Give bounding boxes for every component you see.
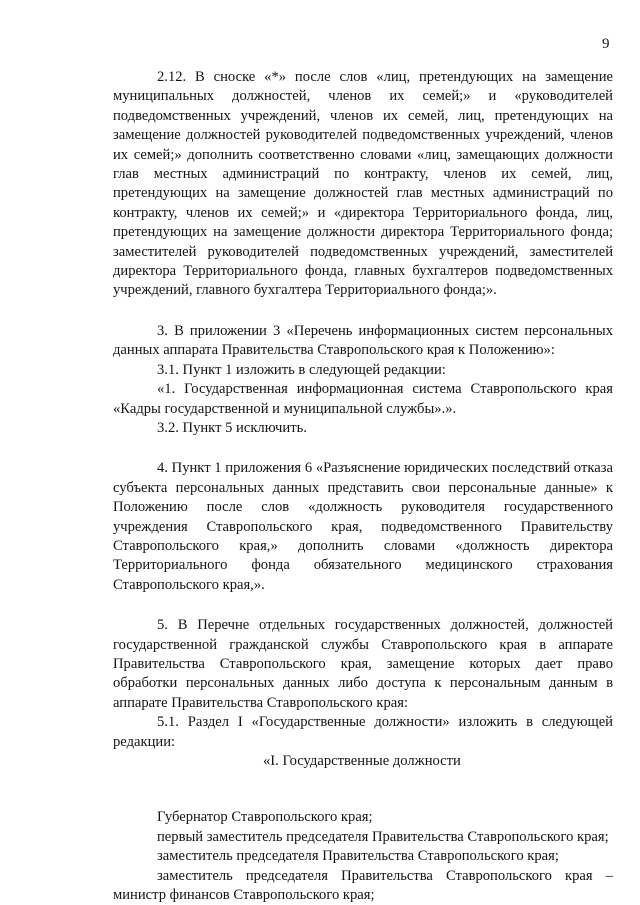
position-item: заместитель председателя Правительства Ставропольского края – министр финансов Ставропольского края;: [113, 867, 613, 904]
paragraph-3-2: 3.2. Пункт 5 исключить.: [157, 419, 307, 436]
paragraph-2-12: 2.12. В сноске «*» после слов «лиц, претендующих на замещение муниципальных должностей, членов их семей;» и «руководителей подведомственных учреждений, членов их семей, лиц, претендующих на замещение должностей руководителей подведомственных учреждений, членов их семей;» дополнить соответственно словами «лиц, замещающих должности глав местных администраций по контракту, членов их семей, лиц, претендующих на замещение должностей глав местных администраций по контракту, членов их семей;» и «директора Территориального фонда, лиц, претендующих на замещение должности директора Территориального фонда; заместителей руководителей подведомственных учреждений, заместителей директора Территориального фонда, главных бухгалтеров подведомственных учреждений, главного бухгалтера Территориального фонда;».: [113, 69, 613, 299]
paragraph-4: 4. Пункт 1 приложения 6 «Разъяснение юридических последствий отказа субъекта персональных данных представить свои персональные данные» к Положению после слов «должность руководителя государственного учреждения Ставропольского края, подведомственного Правительству Ставропольского края,» дополнить словами «должность директора Территориального фонда обязательного медицинского страхования Ставропольского края,».: [113, 460, 613, 593]
position-item: Губернатор Ставропольского края;: [157, 809, 373, 826]
paragraph-3-1-quote: «1. Государственная информационная система Ставропольского края «Кадры государственной и муниципальной службы».».: [113, 381, 613, 417]
document-body: [113, 68, 613, 905]
paragraph-3-1: 3.1. Пункт 1 изложить в следующей редакции:: [157, 361, 446, 378]
paragraph-5: 5. В Перечне отдельных государственных должностей, должностей государственной гражданской службы Ставропольского края в аппарате Правительства Ставропольского края, замещение которых дает право обработки персональных данных либо доступа к персональным данным в аппарате Правительства Ставропольского края:: [113, 617, 613, 711]
page-number: 9: [602, 36, 610, 52]
position-item: первый заместитель председателя Правительства Ставропольского края;: [157, 828, 609, 845]
position-item: заместитель председателя Правительства Ставропольского края;: [157, 848, 559, 865]
paragraph-5-1: 5.1. Раздел I «Государственные должности» изложить в следующей редакции:: [113, 714, 613, 750]
section-title: «I. Государственные должности: [263, 753, 461, 769]
paragraph-3: 3. В приложении 3 «Перечень информационных систем персональных данных аппарата Правительства Ставропольского края к Положению»:: [113, 322, 613, 359]
